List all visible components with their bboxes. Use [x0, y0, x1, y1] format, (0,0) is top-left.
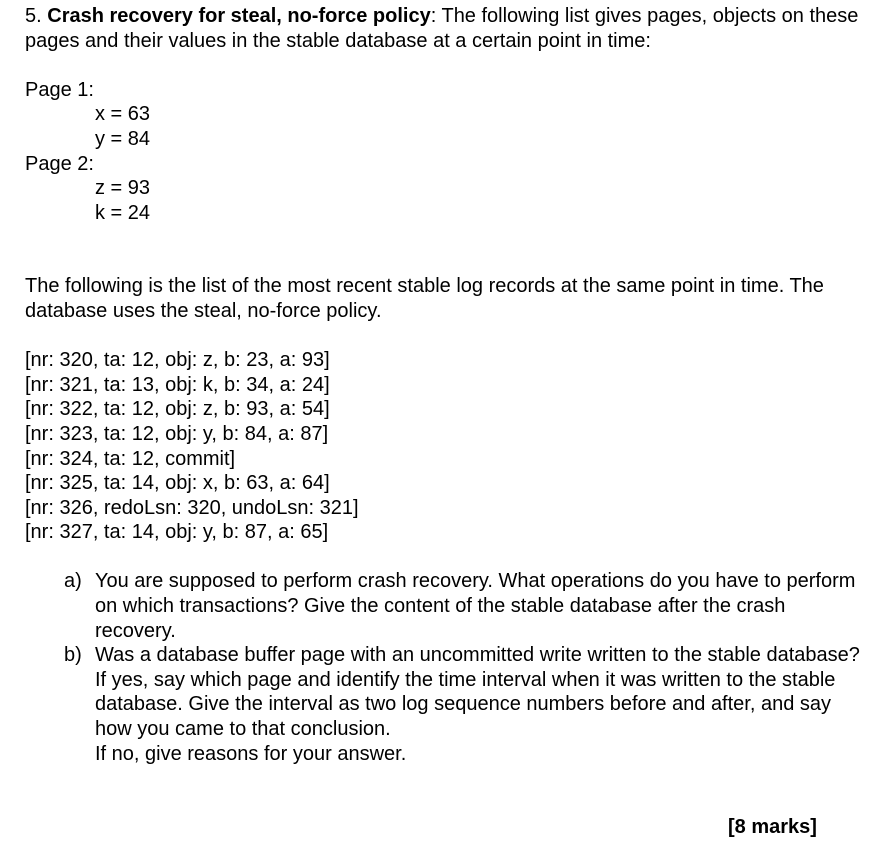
part-b-label: b) — [64, 644, 82, 667]
part-a — [64, 569, 864, 643]
log-record: [nr: 320, ta: 12, obj: z, b: 23, a: 93] — [25, 349, 330, 372]
log-record: [nr: 327, ta: 14, obj: y, b: 87, a: 65] — [25, 521, 329, 544]
log-record-list — [25, 348, 875, 545]
log-record: [nr: 323, ta: 12, obj: y, b: 84, a: 87] — [25, 422, 329, 445]
question-title: Crash recovery for steal, no-force policy — [47, 5, 431, 27]
marks-label: [8 marks] — [728, 816, 817, 838]
part-b-if-yes: If yes, say which page and identify the time interval when it was written to the stable database. Give the interval as two log sequence numbers before and after, and say how you came to that conclusion. — [95, 668, 836, 741]
page-1-object-y: y = 84 — [95, 127, 151, 150]
part-b-if-no: If no, give reasons for your answer. — [95, 742, 407, 765]
question-heading — [25, 4, 875, 53]
question-parts — [64, 569, 864, 766]
page-1-object-x: x = 63 — [95, 103, 151, 126]
part-b — [64, 643, 864, 766]
log-record: [nr: 324, ta: 12, commit] — [25, 447, 236, 470]
page-1-label: Page 1: — [25, 78, 94, 101]
question-document — [25, 4, 875, 766]
log-record: [nr: 326, redoLsn: 320, undoLsn: 321] — [25, 496, 359, 519]
part-a-label: a) — [64, 570, 82, 593]
log-record: [nr: 322, ta: 12, obj: z, b: 93, a: 54] — [25, 398, 330, 421]
question-intro: : The following list gives pages, objects on these pages and their values in the stable database at a certain point in time: — [25, 5, 859, 52]
part-a-text: You are supposed to perform crash recovery. What operations do you have to perform on which transactions? Give the content of the stable database after the crash recovery. — [95, 570, 856, 642]
page-2-label: Page 2: — [25, 152, 94, 175]
log-record: [nr: 321, ta: 13, obj: k, b: 34, a: 24] — [25, 373, 330, 396]
page-1-block — [25, 78, 875, 152]
log-record: [nr: 325, ta: 14, obj: x, b: 63, a: 64] — [25, 472, 330, 495]
part-b-question: Was a database buffer page with an uncommitted write written to the stable database? — [95, 644, 860, 667]
page-2-object-k: k = 24 — [95, 201, 151, 224]
question-number: 5. — [25, 5, 42, 27]
page-2-object-z: z = 93 — [95, 177, 151, 200]
log-intro: The following is the list of the most recent stable log records at the same point in time. The database uses the steal, no-force policy. — [25, 275, 824, 322]
page-2-block — [25, 152, 875, 226]
